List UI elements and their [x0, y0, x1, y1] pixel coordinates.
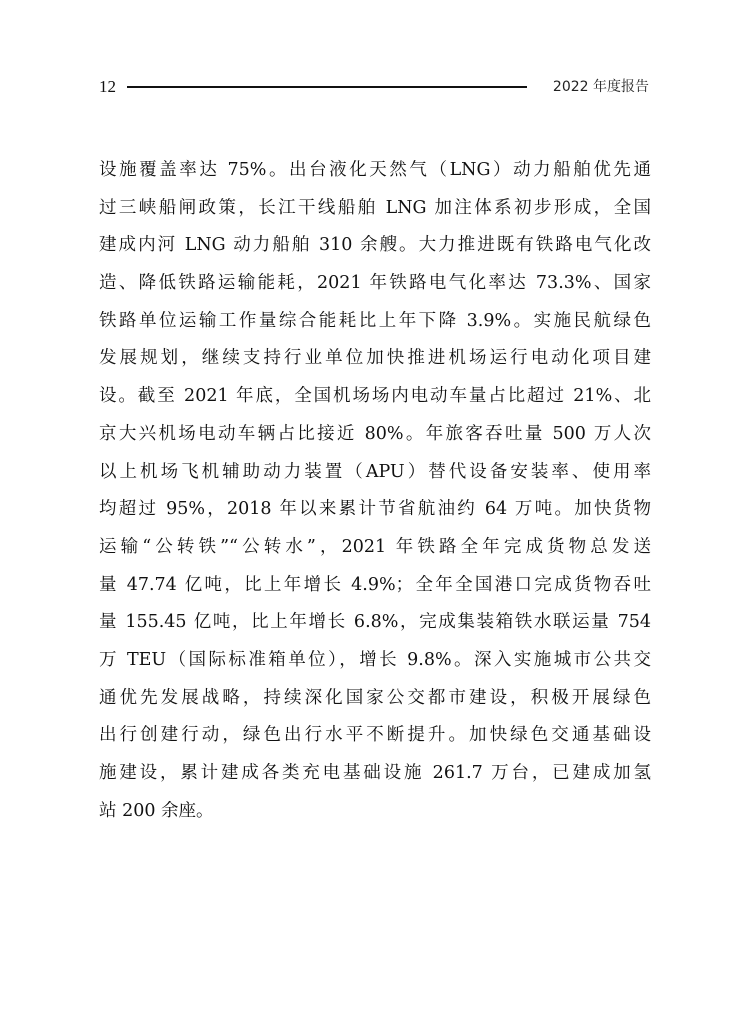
text-line: 铁路单位运输工作量综合能耗比上年下降 3.9%。实施民航绿色: [99, 310, 651, 331]
text-line: 万 TEU（国际标准箱单位），增长 9.8%。深入实施城市公共交: [99, 649, 651, 670]
text-line: 量 155.45 亿吨，比上年增长 6.8%，完成集装箱铁水联运量 754: [99, 612, 651, 633]
text-line: 发展规划，继续支持行业单位加快推进机场运行电动化项目建: [99, 348, 651, 369]
text-line: 京大兴机场电动车辆占比接近 80%。年旅客吞吐量 500 万人次: [99, 423, 651, 444]
text-line: 设施覆盖率达 75%。出台液化天然气（LNG）动力船舶优先通: [99, 160, 651, 180]
page-number: 12: [99, 77, 116, 96]
text-line: 出行创建行动，绿色出行水平不断提升。加快绿色交通基础设: [99, 725, 651, 746]
text-line: 均超过 95%，2018 年以来累计节省航油约 64 万吨。加快货物: [99, 499, 651, 520]
text-line: 通优先发展战略，持续深化国家公交都市建设，积极开展绿色: [99, 687, 651, 708]
text-line: 设。截至 2021 年底，全国机场场内电动车量占比超过 21%、北: [99, 386, 651, 407]
page-header: [99, 74, 649, 100]
text-line: 造、降低铁路运输能耗，2021 年铁路电气化率达 73.3%、国家: [99, 273, 651, 294]
header-rule: [127, 86, 527, 88]
text-line: 施建设，累计建成各类充电基础设施 261.7 万台，已建成加氢: [99, 763, 651, 783]
body-paragraph: [99, 152, 651, 830]
text-line: 运输“公转铁”“公转水”，2021 年铁路全年完成货物总发送: [99, 536, 651, 557]
text-line: 站 200 余座。: [99, 800, 214, 821]
text-line: 以上机场飞机辅助动力装置（APU）替代设备安装率、使用率: [99, 461, 651, 482]
text-line: 过三峡船闸政策，长江干线船舶 LNG 加注体系初步形成，全国: [99, 197, 651, 218]
report-title: 2022 年度报告: [552, 79, 649, 95]
text-line: 建成内河 LNG 动力船舶 310 余艘。大力推进既有铁路电气化改: [99, 235, 651, 256]
text-line: 量 47.74 亿吨，比上年增长 4.9%；全年全国港口完成货物吞吐: [99, 574, 651, 595]
